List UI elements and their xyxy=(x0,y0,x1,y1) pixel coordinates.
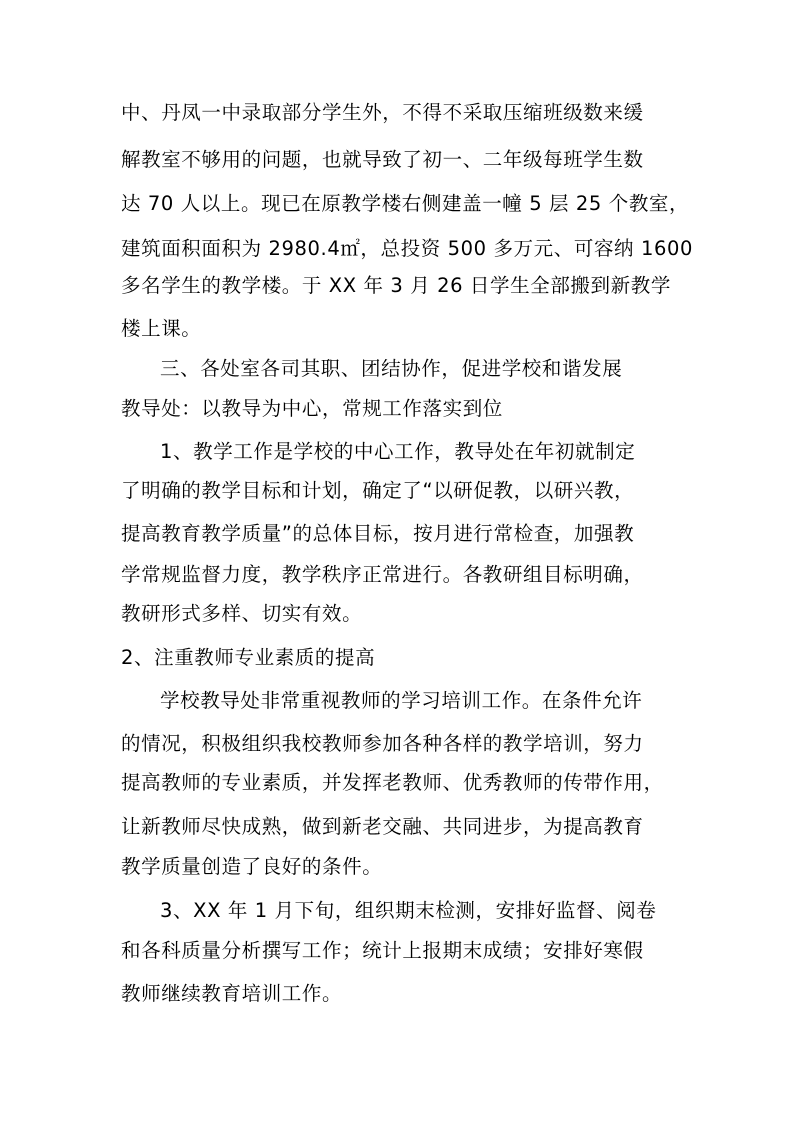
text-line: 的情况，积极组织我校教师参加各种各样的教学培训，努力 xyxy=(121,732,644,755)
section-heading: 三、各处室各司其职、团结协作，促进学校和谐发展 xyxy=(160,357,623,380)
text-line: 解教室不够用的问题，也就导致了初一、二年级每班学生数 xyxy=(121,148,644,171)
text-line: 1、教学工作是学校的中心工作，教导处在年初就制定 xyxy=(160,440,636,463)
text-line: 提高教师的专业素质，并发挥老教师、优秀教师的传带作用， xyxy=(121,771,664,794)
text-line: 提高教育教学质量”的总体目标，按月进行常检查，加强教 xyxy=(121,522,635,545)
text-line: 学常规监督力度，教学秩序正常进行。各教研组目标明确， xyxy=(121,563,644,586)
text-line: 教研形式多样、切实有效。 xyxy=(121,602,363,625)
text-line: 楼上课。 xyxy=(121,317,202,340)
text-line: 和各科质量分析撰写工作；统计上报期末成绩；安排好寒假 xyxy=(121,939,644,962)
text-line: 3、XX 年 1 月下旬，组织期末检测，安排好监督、阅卷 xyxy=(160,899,657,922)
text-line: 中、丹凤一中录取部分学生外，不得不采取压缩班级数来缓 xyxy=(121,101,644,124)
text-line: 让新教师尽快成熟，做到新老交融、共同进步，为提高教育 xyxy=(121,815,644,838)
text-line: 达 70 人以上。现已在原教学楼右侧建盖一幢 5 层 25 个教室， xyxy=(121,192,690,215)
text-line: 了明确的教学目标和计划，确定了“以研促教，以研兴教， xyxy=(121,479,635,502)
subsection-heading: 2、注重教师专业素质的提高 xyxy=(121,646,376,669)
text-line: 学校教导处非常重视教师的学习培训工作。在条件允许 xyxy=(160,689,643,712)
text-line: 教师继续教育培训工作。 xyxy=(121,982,343,1005)
subsection-heading: 教导处：以教导为中心，常规工作落实到位 xyxy=(121,397,503,420)
text-line: 建筑面积面积为 2980.4㎡，总投资 500 多万元、可容纳 1600 xyxy=(121,237,693,260)
text-line: 多名学生的教学楼。于 XX 年 3 月 26 日学生全部搬到新教学 xyxy=(121,274,671,297)
text-line: 教学质量创造了良好的条件。 xyxy=(121,855,383,878)
